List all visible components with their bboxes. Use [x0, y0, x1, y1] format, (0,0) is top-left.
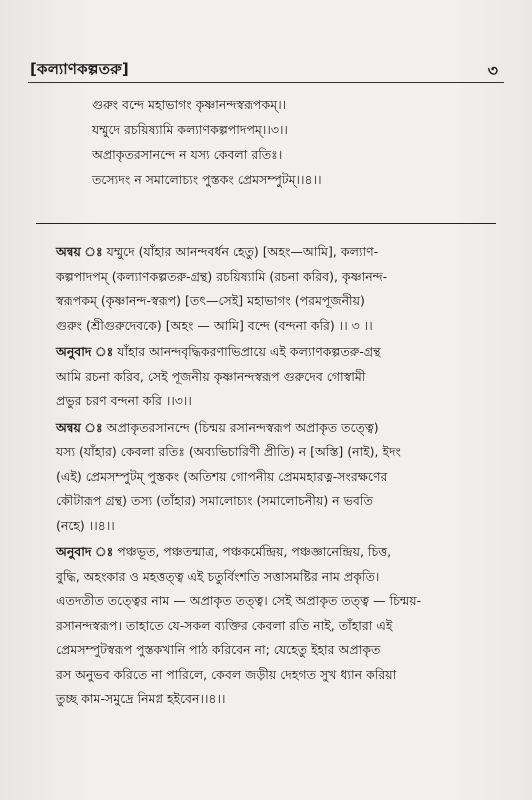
anvaya-paragraph-3: [56, 240, 496, 338]
paragraph-label: অন্বয় ঃ: [56, 244, 103, 259]
paragraph-label: অনুবাদ ঃ: [56, 344, 114, 359]
commentary: [56, 240, 496, 714]
anubad-paragraph-3: [56, 340, 496, 414]
paragraph-label: অন্বয় ঃ: [56, 419, 103, 435]
verse-line: তস্যেদং ন সমালোচ্যং পুস্তকং প্রেমসম্পুটম্।।৪।।: [92, 172, 322, 187]
paragraph-line: (নহে) ।।৪।।: [56, 517, 115, 533]
paragraph-line: আমি রচনা করিব, সেই পূজনীয় কৃষ্ণানন্দস্বরূপ গুরুদেব গোস্বামী: [56, 368, 366, 384]
paragraph-line: পঞ্চভূত, পঞ্চতন্মাত্র, পঞ্চকর্মেন্দ্রিয়, পঞ্চজ্ঞানেন্দ্রিয়, চিত্ত,: [113, 544, 392, 559]
paragraph-line: অপ্রাকৃতরসানন্দে (চিন্ময় রসানন্দস্বরূপ অপ্রাকৃত তত্ত্বে): [102, 419, 379, 435]
paragraph-line: যাঁহার আনন্দবৃদ্ধিকরণাভিপ্রায়ে এই কল্যাণকল্পতরু-গ্রন্থ: [113, 344, 381, 359]
paragraph-line: গুরুং (শ্রীগুরুদেবকে) [অহং — আমি] বন্দে (বন্দনা করি) ।। ৩ ।।: [56, 317, 373, 333]
paragraph-line: রস অনুভব করিতে না পারিলে, কেবল জড়ীয় দেহগত সুখ ধ্যান করিয়া: [56, 666, 397, 682]
paragraph-line: এতদতীত তত্ত্বের নাম — অপ্রাকৃত তত্ত্ব। সেই অপ্রাকৃত তত্ত্ব — চিন্ময়-: [56, 593, 422, 608]
paragraph-line: কল্পপাদপম্ (কল্যাণকল্পতরু-গ্রন্থ) রচয়িষ্যামি (রচনা করিব), কৃষ্ণানন্দ-: [56, 268, 388, 284]
paragraph-line: বুদ্ধি, অহংকার ও মহত্তত্ত্ব এই চতুর্বিংশতি সত্তাসমষ্টির নাম প্রকৃতি।: [56, 568, 380, 584]
section-divider: [36, 223, 496, 224]
paragraph-line: রসানন্দস্বরূপ। তাহাতে যে-সকল ব্যক্তির কেবলা রতি নাই, তাঁহারা এই: [56, 617, 393, 633]
verse-line: অপ্রাকৃতরসানন্দে ন যস্য কেবলা রতিঃ।: [92, 147, 283, 162]
paragraph-line: তুচ্ছ কাম-সমুদ্রে নিমগ্ন হইবেন।।৪।।: [56, 691, 226, 706]
anubad-paragraph-4: [56, 540, 496, 712]
book-title: [কল্যাণকল্পতরু]: [30, 60, 129, 78]
paragraph-line: কৌটারূপ গ্রন্থ) তস্য (তাঁহার) সমালোচ্যং (সমালোচনীয়) ন ভবতি: [56, 493, 373, 508]
paragraph-line: যম্মুদে (যাঁহার আনন্দবর্ধন হেতু) [অহং—আমি], কল্যাণ-: [102, 244, 379, 259]
verse-line: যম্মুদে রচয়িষ্যামি কল্যাণকল্পপাদপম্।।৩।।: [92, 122, 288, 137]
anvaya-paragraph-4: [56, 416, 496, 539]
paragraph-line: যস্য (যাঁহার) কেবলা রতিঃ (অব্যভিচারিণী প্রীতি) ন [অস্তি] (নাই), ইদং: [56, 444, 401, 459]
sanskrit-verse: [92, 92, 512, 192]
header-rule: [28, 82, 504, 83]
paragraph-line: স্বরূপকম্ (কৃষ্ণানন্দ-স্বরূপ) [তৎ—সেই] মহাভাগং (পরমপূজনীয়): [56, 293, 365, 308]
page-number: ৩: [487, 61, 498, 80]
page-header: [28, 58, 504, 84]
paragraph-line: প্রভুর চরণ বন্দনা করি ।।৩।।: [56, 393, 192, 408]
verse-line: গুরুং বন্দে মহাভাগং কৃষ্ণানন্দস্বরূপকম্।।: [92, 97, 287, 112]
paragraph-label: অনুবাদ ঃ: [56, 544, 114, 559]
paragraph-line: (এই) প্রেমসম্পুটম্ পুস্তকং (অতিশয় গোপনীয় প্রেমমহারত্ন-সংরক্ষণের: [56, 468, 388, 484]
paragraph-line: প্রেমসম্পুটস্বরূপ পুস্তকখানি পাঠ করিবেন না; যেহেতু ইহার অপ্রাকৃত: [56, 642, 381, 657]
